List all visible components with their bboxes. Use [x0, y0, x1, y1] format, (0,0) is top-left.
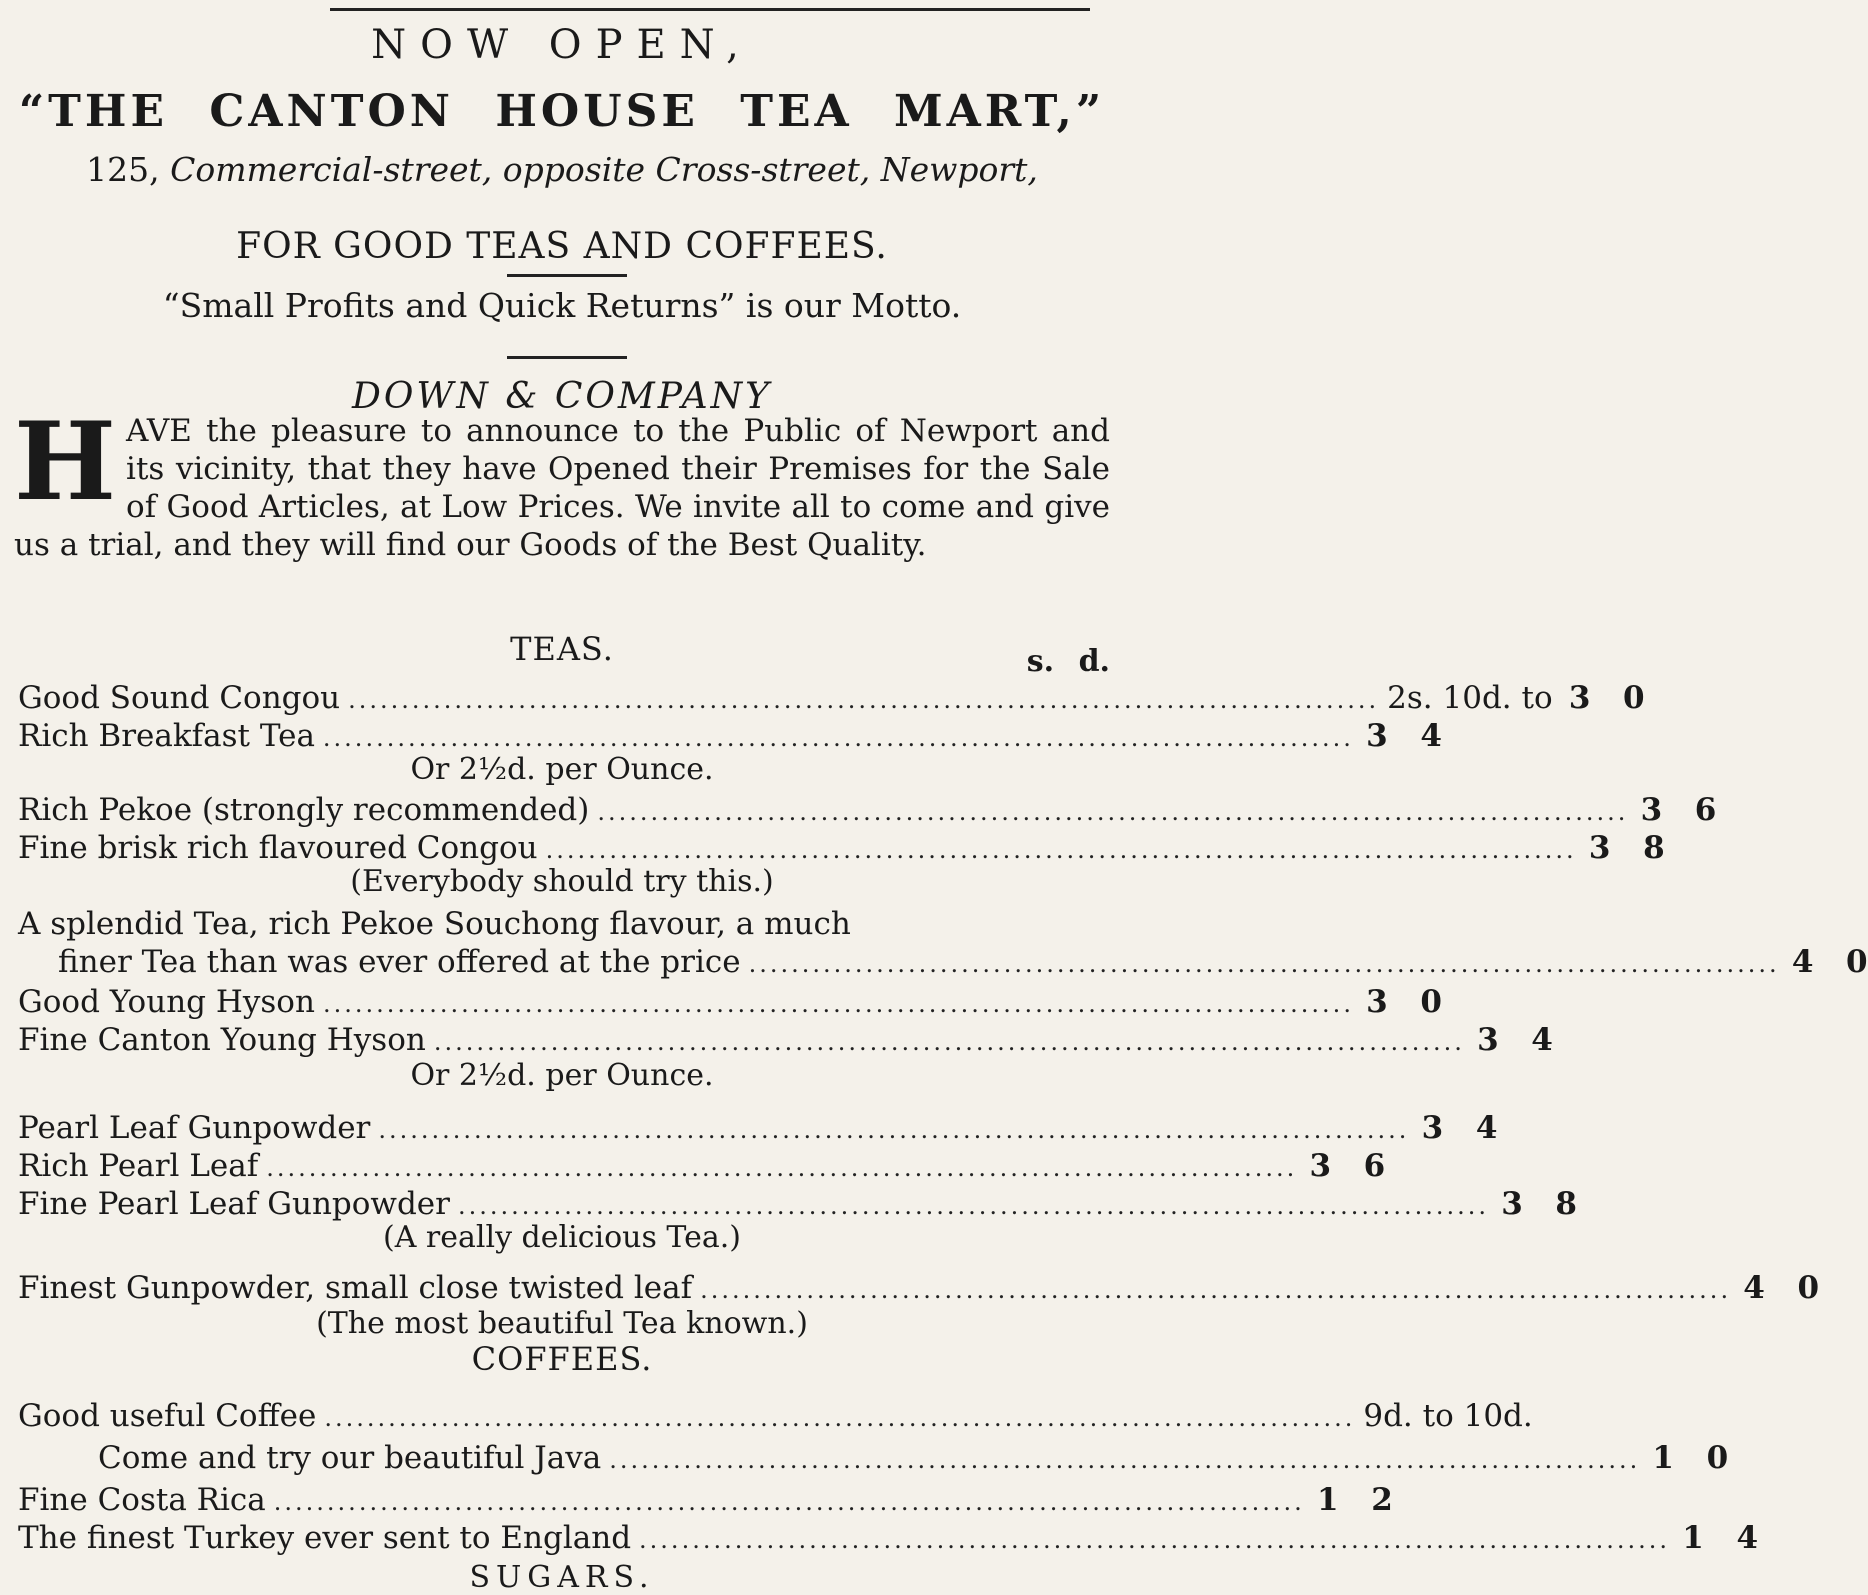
price-pence: 4	[1736, 1520, 1759, 1556]
price-pence: 6	[1363, 1148, 1386, 1184]
tea-note: (A really delicious Tea.)	[383, 1220, 741, 1255]
tea-note: (The most beautiful Tea known.)	[316, 1306, 808, 1341]
now-open-heading: NOW OPEN,	[371, 22, 753, 68]
leader-dots: .................................................................................................	[433, 1028, 1465, 1056]
price-shillings: 1	[1652, 1440, 1674, 1476]
leader-dots: .................................................................................................	[639, 1526, 1671, 1554]
pence-header: d.	[1078, 644, 1110, 679]
price-shillings: 3	[1366, 718, 1388, 754]
leader-dots: .................................................................................................	[324, 1404, 1356, 1432]
address-number: 125,	[86, 150, 160, 189]
price-shillings: 4	[1743, 1270, 1765, 1306]
leader-dots: .................................................................................................	[545, 836, 1577, 864]
price-pence: 0	[1846, 944, 1868, 980]
price-pence: 0	[1420, 984, 1442, 1020]
price-pence: 2	[1371, 1482, 1393, 1518]
price-shillings: 3	[1501, 1186, 1523, 1222]
leader-dots: .................................................................................................	[378, 1116, 1410, 1144]
price-shillings: 1	[1682, 1520, 1704, 1556]
price-shillings: 4	[1791, 944, 1814, 980]
item-name: Good Young Hyson	[18, 984, 315, 1020]
item-name: Come and try our beautiful Java	[98, 1440, 602, 1476]
price-pence: 4	[1531, 1022, 1553, 1058]
item-name: finer Tea than was ever offered at the price	[58, 944, 741, 980]
intro-paragraph	[14, 399, 1110, 564]
leader-dots: .................................................................................................	[266, 1154, 1298, 1182]
address-street: Commercial-street, opposite Cross-street, Newport,	[170, 150, 1038, 189]
shillings-header: s.	[1026, 644, 1055, 679]
item-name: Fine Pearl Leaf Gunpowder	[18, 1186, 450, 1222]
leader-dots: .................................................................................................	[609, 1446, 1641, 1474]
item-name: Good useful Coffee	[18, 1398, 317, 1434]
leader-dots: .................................................................................................	[700, 1276, 1732, 1304]
motto: “Small Profits and Quick Returns” is our Motto.	[162, 286, 962, 325]
company-name: DOWN & COMPANY	[352, 376, 772, 417]
teas-heading: TEAS.	[510, 630, 614, 668]
price-shillings: 3	[1477, 1022, 1499, 1058]
divider-rule	[507, 274, 627, 277]
item-name: Pearl Leaf Gunpowder	[18, 1110, 371, 1146]
leader-dots: .................................................................................................	[457, 1192, 1489, 1220]
item-description: A splendid Tea, rich Pekoe Souchong flavour, a much	[18, 906, 851, 942]
leader-dots: .................................................................................................	[348, 686, 1380, 714]
price-row	[18, 1398, 1533, 1438]
tagline: FOR GOOD TEAS AND COFFEES.	[236, 226, 888, 267]
price-pence: 0	[1623, 680, 1645, 716]
shop-address	[0, 150, 1124, 189]
price-pence: 0	[1797, 1270, 1820, 1306]
divider-rule	[507, 356, 627, 359]
coffees-heading: COFFEES.	[471, 1340, 653, 1378]
price-column-header	[1027, 644, 1110, 679]
price-pence: 0	[1706, 1440, 1729, 1476]
item-name: Rich Pearl Leaf	[18, 1148, 259, 1184]
price-row	[18, 680, 1645, 720]
price-row	[18, 1022, 1553, 1062]
price-pence: 6	[1694, 792, 1717, 828]
price-shillings: 3	[1568, 680, 1591, 716]
intro-text: AVE the pleasure to announce to the Public of Newport and its vicinity, that they have Opened their Premises for the Sale of Good Articles, at Low Prices. We invite all to come and give us a trial, and they will find our Goods of the Best Quality.	[14, 413, 1110, 563]
price-row	[98, 1440, 1729, 1480]
price-shillings: 3	[1309, 1148, 1332, 1184]
drop-cap: H	[14, 399, 117, 525]
price-shillings: 3	[1421, 1110, 1444, 1146]
price-pence: 8	[1555, 1186, 1577, 1222]
price-pence: 4	[1420, 718, 1442, 754]
price-row	[18, 1270, 1820, 1310]
price-shillings: 3	[1640, 792, 1663, 828]
leader-dots: .................................................................................................	[273, 1488, 1305, 1516]
price-pence: 4	[1475, 1110, 1498, 1146]
item-name: Rich Pekoe (strongly recommended)	[18, 792, 590, 828]
tea-note: (Everybody should try this.)	[350, 864, 774, 899]
item-name: Fine Canton Young Hyson	[18, 1022, 426, 1058]
price-row	[18, 1110, 1498, 1150]
price-pence: 8	[1643, 830, 1665, 866]
price-row	[18, 792, 1717, 832]
item-name: Fine brisk rich flavoured Congou	[18, 830, 538, 866]
price-note: Or 2½d. per Ounce.	[410, 752, 714, 787]
leader-dots: .................................................................................................	[597, 798, 1629, 826]
shop-title: “THE CANTON HOUSE TEA MART,”	[18, 86, 1106, 137]
price-range: 2s. 10d. to	[1387, 680, 1553, 716]
item-name: Finest Gunpowder, small close twisted leaf	[18, 1270, 693, 1306]
price-note: Or 2½d. per Ounce.	[410, 1058, 714, 1093]
price-row	[58, 944, 1868, 984]
sugars-heading-cut: SUGARS.	[469, 1560, 655, 1595]
price-shillings: 3	[1588, 830, 1611, 866]
leader-dots: .................................................................................................	[322, 724, 1354, 752]
price-range: 9d. to 10d.	[1363, 1398, 1533, 1434]
price-row	[18, 1148, 1386, 1188]
item-name: The finest Turkey ever sent to England	[18, 1520, 632, 1556]
leader-dots: .................................................................................................	[748, 950, 1780, 978]
item-name: Fine Costa Rica	[18, 1482, 266, 1518]
price-row	[18, 984, 1442, 1024]
price-row	[18, 1520, 1759, 1560]
price-shillings: 3	[1366, 984, 1388, 1020]
top-rule	[330, 8, 1090, 11]
price-row	[18, 1482, 1393, 1522]
item-name: Good Sound Congou	[18, 680, 341, 716]
leader-dots: .................................................................................................	[322, 990, 1354, 1018]
price-shillings: 1	[1317, 1482, 1339, 1518]
item-name: Rich Breakfast Tea	[18, 718, 315, 754]
